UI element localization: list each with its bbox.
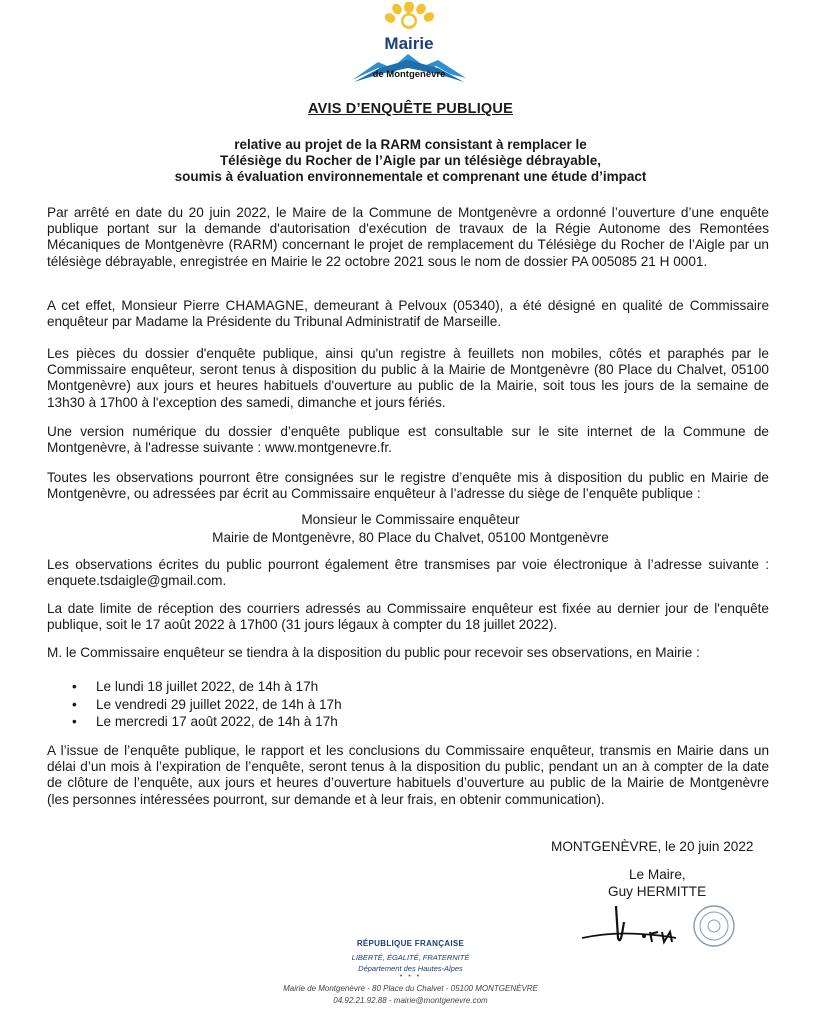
address-line: Monsieur le Commissaire enquêteur [301,512,520,527]
address-block [0,511,821,547]
signatory-role: Le Maire, [629,867,686,882]
list-item: • Le vendredi 29 juillet 2022, de 14h à 17h [70,696,342,714]
logo-mairie-text: Mairie [384,34,434,53]
footer-republique: RÉPUBLIQUE FRANÇAISE [356,939,465,948]
footer-contact: 04.92.21.92.88 - mairie@montgenevre.com [333,996,488,1005]
document-title: AVIS D’ENQUÊTE PUBLIQUE [308,101,513,117]
subtitle-line: soumis à évaluation environnementale et comprenant une étude d’impact [174,169,647,184]
list-item: • Le lundi 18 juillet 2022, de 14h à 17h [70,678,342,696]
footer-departement: Département des Hautes-Alpes [358,964,463,973]
footer-divider: • • • [399,973,422,980]
place-date: MONTGENÈVRE, le 20 juin 2022 [551,839,754,854]
subtitle-line: Télésiège du Rocher de l’Aigle par un télésiège débrayable, [219,153,602,168]
list-item: • Le mercredi 17 août 2022, de 14h à 17h [70,713,342,731]
signatory-name: Guy HERMITTE [608,884,707,899]
paragraph-observations: Toutes les observations pourront être consignées sur le registre d’enquête mis à disposition du public en Mairie de Montgenèvre, ou adressées par écrit au Commissaire enquêteur à l’adresse du siège de l’enquête publique : [47,470,769,502]
paragraph-version-numerique: Une version numérique du dossier d’enquête publique est consultable sur le site internet de la Commune de Montgenèvre, à l'adresse suivante : www.montgenevre.fr. [47,424,769,456]
paragraph-electronique: Les observations écrites du public pourront également être transmises par voie électronique à l’adresse suivante : enquete.tsdaigle@gmail.com. [47,557,769,589]
footer-devise: LIBERTÉ, ÉGALITÉ, FRATERNITÉ [351,953,470,962]
paragraph-date-limite: La date limite de réception des courriers adressés au Commissaire enquêteur est fixée au dernier jour de l'enquête publique, soit le 17 août 2022 à 17h00 (31 jours légaux à compter du 18 juillet 2022). [47,601,769,633]
address-line: Mairie de Montgenèvre, 80 Place du Chalvet, 05100 Montgenèvre [212,530,609,545]
paragraph-pieces-dossier: Les pièces du dossier d'enquête publique, ainsi qu'un registre à feuillets non mobiles, côtés et paraphés par le Commissaire enquêteur, seront tenus à disposition du public à la Mairie de Montgenèvre (80 Place du Chalvet, 05100 Montgenèvre) aux jours et heures habituels d'ouverture au public de la Mairie, soit tous les jours de la semaine de 13h30 à 17h00 à l'exception des samedi, dimanche et jours fériés. [47,346,769,410]
mairie-logo [350,2,468,84]
document-subtitle [0,137,821,185]
paragraph-arrete: Par arrêté en date du 20 juin 2022, le Maire de la Commune de Montgenèvre a ordonné l’ouverture d’une enquête publique portant sur la demande d'autorisation d'exécution de travaux de la Régie Autonome des Remontées Mécaniques de Montgenèvre (RARM) concernant le projet de remplacement du Télésiège du Rocher de l’Aigle par un télésiège débrayable, enregistrée en Mairie le 22 octobre 2021 sous le nom de dossier PA 005085 21 H 0001. [47,205,769,269]
footer-address: Mairie de Montgenèvre - 80 Place du Chalvet - 05100 MONTGENÈVRE [283,984,538,993]
paragraph-permanences: M. le Commissaire enquêteur se tiendra à la disposition du public pour recevoir ses observations, en Mairie : [47,645,700,660]
logo-place-text: de Montgenèvre [372,69,446,80]
paragraph-commissaire: A cet effet, Monsieur Pierre CHAMAGNE, demeurant à Pelvoux (05340), a été désigné en qualité de Commissaire enquêteur par Madame la Présidente du Tribunal Administratif de Marseille. [47,298,769,330]
permanence-list [70,678,342,731]
paragraph-rapport: A l’issue de l’enquête publique, le rapport et les conclusions du Commissaire enquêteur, transmis en Mairie dans un délai d’un mois à l’expiration de l’enquête, seront tenus à la disposition du public, pendant un an à compter de la date de clôture de l’enquête, aux jours et heures d’ouverture habituels d’ouverture au public de la Mairie de Montgenèvre (les personnes intéressées pourront, sur demande et à leur frais, en obtenir communication). [47,743,769,807]
subtitle-line: relative au projet de la RARM consistant à remplacer le [234,137,587,152]
